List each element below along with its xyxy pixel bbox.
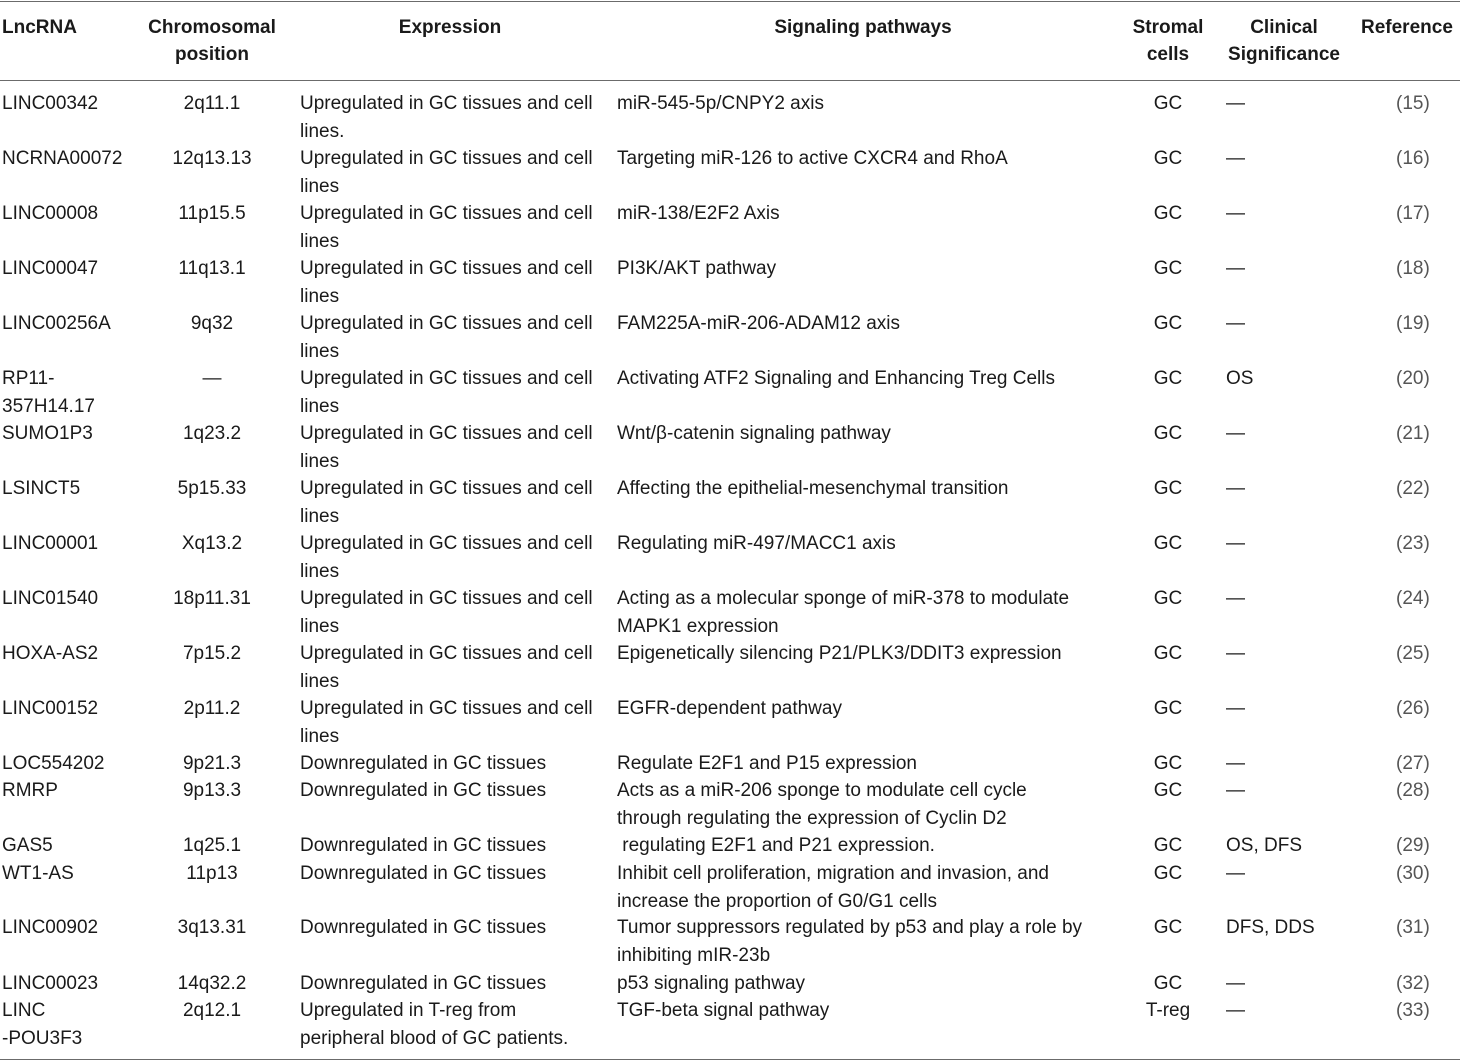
cell-line: Upregulated in GC tissues and cell <box>300 368 593 389</box>
cell-line: MAPK1 expression <box>617 615 779 637</box>
cell-lncrna <box>2 200 130 228</box>
header-reference: Reference <box>1361 17 1453 38</box>
cell-line: RP11- <box>2 368 55 389</box>
cell-line: Inhibit cell proliferation, migration and invasion, and <box>617 863 1049 884</box>
cell-reference: (20) <box>1396 368 1430 389</box>
cell-signaling-pathway <box>617 420 1117 448</box>
cell-line: increase the proportion of G0/G1 cells <box>617 890 938 912</box>
cell-expression <box>300 200 612 255</box>
cell-clinical-significance: — <box>1226 863 1245 884</box>
cell-lncrna <box>2 832 130 860</box>
cell-expression <box>300 530 612 585</box>
cell-stromal-cells: GC <box>1153 753 1183 774</box>
cell-line: LINC00008 <box>2 203 99 224</box>
cell-signaling-pathway <box>617 90 1117 118</box>
cell-reference: (23) <box>1396 533 1430 554</box>
cell-reference: (29) <box>1396 835 1430 856</box>
cell-signaling-pathway <box>617 365 1117 393</box>
cell-expression <box>300 310 612 365</box>
cell-line: Acting as a molecular sponge of miR-378 to modulate <box>617 588 1070 609</box>
cell-line: LINC00047 <box>2 258 99 279</box>
cell-chromosomal-position: Xq13.2 <box>181 533 243 554</box>
cell-signaling-pathway <box>617 585 1117 640</box>
cell-line: Upregulated in GC tissues and cell <box>300 148 593 169</box>
cell-stromal-cells: GC <box>1153 258 1183 279</box>
cell-chromosomal-position: 2q12.1 <box>182 1000 242 1021</box>
cell-clinical-significance: — <box>1226 643 1245 664</box>
cell-chromosomal-position: 11q13.1 <box>178 258 246 279</box>
table-header-rule <box>0 80 1460 81</box>
cell-line: Affecting the epithelial-mesenchymal transition <box>617 478 1009 499</box>
cell-stromal-cells: GC <box>1153 698 1183 719</box>
cell-signaling-pathway <box>617 640 1117 668</box>
cell-signaling-pathway <box>617 200 1117 228</box>
cell-expression <box>300 997 612 1052</box>
cell-line: Upregulated in GC tissues and cell <box>300 643 593 664</box>
cell-chromosomal-position: 7p15.2 <box>182 643 242 664</box>
cell-chromosomal-position: 2q11.1 <box>183 93 241 114</box>
cell-clinical-significance: — <box>1226 93 1245 114</box>
cell-clinical-significance: — <box>1226 148 1245 169</box>
cell-expression <box>300 420 612 475</box>
cell-signaling-pathway <box>617 860 1117 915</box>
cell-line: lines <box>300 450 340 472</box>
cell-expression <box>300 90 612 145</box>
cell-line: lines. <box>300 120 345 142</box>
cell-line: Regulate E2F1 and P15 expression <box>617 753 917 774</box>
cell-line: lines <box>300 505 340 527</box>
cell-line: EGFR-dependent pathway <box>617 698 842 719</box>
cell-reference: (15) <box>1396 93 1430 114</box>
cell-stromal-cells: GC <box>1153 313 1183 334</box>
header-stromal-cells: Stromal cells <box>1132 17 1204 65</box>
cell-line: LSINCT5 <box>2 478 81 499</box>
cell-stromal-cells: GC <box>1153 863 1183 884</box>
cell-reference: (16) <box>1396 148 1430 169</box>
cell-clinical-significance: — <box>1226 753 1245 774</box>
cell-lncrna <box>2 695 130 723</box>
cell-clinical-significance: — <box>1226 203 1245 224</box>
cell-line: FAM225A-miR-206-ADAM12 axis <box>617 313 900 334</box>
cell-signaling-pathway <box>617 475 1117 503</box>
cell-stromal-cells: GC <box>1153 423 1183 444</box>
cell-line: Upregulated in T-reg from <box>300 1000 517 1021</box>
cell-chromosomal-position: — <box>202 368 222 389</box>
cell-line: NCRNA00072 <box>2 148 123 169</box>
cell-signaling-pathway <box>617 530 1117 558</box>
cell-chromosomal-position: 11p15.5 <box>178 203 246 224</box>
cell-line: GAS5 <box>2 835 53 856</box>
cell-expression <box>300 145 612 200</box>
cell-chromosomal-position: 5p15.33 <box>177 478 247 499</box>
cell-line: RMRP <box>2 780 58 801</box>
cell-expression <box>300 914 612 942</box>
cell-line: lines <box>300 615 340 637</box>
cell-reference: (17) <box>1396 203 1430 224</box>
cell-line: HOXA-AS2 <box>2 643 99 664</box>
cell-line: LOC554202 <box>2 753 105 774</box>
cell-lncrna <box>2 530 130 558</box>
cell-line: Regulating miR-497/MACC1 axis <box>617 533 896 554</box>
cell-clinical-significance: — <box>1226 313 1245 334</box>
cell-stromal-cells: GC <box>1153 643 1183 664</box>
cell-lncrna <box>2 777 130 805</box>
cell-stromal-cells: GC <box>1153 93 1183 114</box>
cell-clinical-significance: — <box>1226 698 1245 719</box>
header-lncrna: LncRNA <box>2 17 77 38</box>
cell-signaling-pathway <box>617 695 1117 723</box>
cell-lncrna <box>2 750 130 778</box>
cell-expression <box>300 475 612 530</box>
cell-line: -POU3F3 <box>2 1027 83 1049</box>
cell-signaling-pathway <box>617 255 1117 283</box>
cell-clinical-significance: — <box>1226 478 1245 499</box>
cell-signaling-pathway <box>617 145 1117 173</box>
cell-chromosomal-position: 9p13.3 <box>182 780 242 801</box>
cell-lncrna <box>2 860 130 888</box>
cell-stromal-cells: GC <box>1153 148 1183 169</box>
cell-line: 357H14.17 <box>2 395 95 417</box>
cell-chromosomal-position: 18p11.31 <box>173 588 251 609</box>
cell-line: miR-545-5p/CNPY2 axis <box>617 93 824 114</box>
cell-line: lines <box>300 725 340 747</box>
cell-line: peripheral blood of GC patients. <box>300 1027 569 1049</box>
cell-stromal-cells: GC <box>1153 973 1183 994</box>
cell-line: lines <box>300 230 340 252</box>
cell-lncrna <box>2 585 130 613</box>
cell-line: LINC00001 <box>2 533 99 554</box>
cell-line: Upregulated in GC tissues and cell <box>300 93 593 114</box>
cell-line: lines <box>300 395 340 417</box>
cell-line: Downregulated in GC tissues <box>300 863 547 884</box>
cell-stromal-cells: GC <box>1153 917 1183 938</box>
cell-line: Acts as a miR-206 sponge to modulate cell cycle <box>617 780 1027 801</box>
cell-reference: (27) <box>1396 753 1430 774</box>
cell-lncrna <box>2 970 130 998</box>
cell-signaling-pathway <box>617 310 1117 338</box>
cell-reference: (25) <box>1396 643 1430 664</box>
cell-reference: (33) <box>1396 1000 1430 1021</box>
cell-lncrna <box>2 475 130 503</box>
cell-chromosomal-position: 11p13 <box>186 863 238 884</box>
cell-line: TGF-beta signal pathway <box>617 1000 830 1021</box>
cell-clinical-significance: — <box>1226 780 1245 801</box>
header-clinical-significance: Clinical Significance <box>1228 17 1340 65</box>
cell-lncrna <box>2 640 130 668</box>
cell-line: Downregulated in GC tissues <box>300 917 547 938</box>
cell-chromosomal-position: 12q13.13 <box>172 148 252 169</box>
cell-expression <box>300 585 612 640</box>
cell-line: Upregulated in GC tissues and cell <box>300 533 593 554</box>
cell-chromosomal-position: 3q13.31 <box>177 917 247 938</box>
cell-reference: (31) <box>1396 917 1430 938</box>
cell-line: WT1-AS <box>2 863 74 884</box>
cell-signaling-pathway <box>617 970 1117 998</box>
header-expression: Expression <box>398 17 502 38</box>
cell-reference: (32) <box>1396 973 1430 994</box>
cell-reference: (30) <box>1396 863 1430 884</box>
cell-signaling-pathway <box>617 914 1117 969</box>
cell-line: inhibiting mIR-23b <box>617 944 771 966</box>
cell-line: Downregulated in GC tissues <box>300 835 547 856</box>
cell-lncrna <box>2 997 130 1052</box>
cell-stromal-cells: GC <box>1153 203 1183 224</box>
cell-line: Upregulated in GC tissues and cell <box>300 478 593 499</box>
cell-signaling-pathway <box>617 997 1117 1025</box>
cell-line: LINC00902 <box>2 917 99 938</box>
cell-line: Upregulated in GC tissues and cell <box>300 588 593 609</box>
table-bottom-rule <box>0 1059 1460 1060</box>
cell-chromosomal-position: 1q23.2 <box>182 423 242 444</box>
cell-line: lines <box>300 175 340 197</box>
cell-reference: (26) <box>1396 698 1430 719</box>
cell-clinical-significance: — <box>1226 973 1245 994</box>
cell-lncrna <box>2 914 130 942</box>
table-top-rule <box>0 1 1460 2</box>
cell-expression <box>300 860 612 888</box>
cell-line: Upregulated in GC tissues and cell <box>300 698 593 719</box>
cell-line: through regulating the expression of Cyclin D2 <box>617 807 1007 829</box>
cell-line: lines <box>300 285 340 307</box>
cell-line: LINC00023 <box>2 973 99 994</box>
cell-stromal-cells: T-reg <box>1145 1000 1191 1021</box>
cell-expression <box>300 365 612 420</box>
header-signaling-pathways: Signaling pathways <box>774 17 952 38</box>
cell-stromal-cells: GC <box>1153 780 1183 801</box>
cell-line: Tumor suppressors regulated by p53 and play a role by <box>617 917 1083 938</box>
cell-stromal-cells: GC <box>1153 533 1183 554</box>
cell-chromosomal-position: 14q32.2 <box>177 973 247 994</box>
header-chromosomal-position: Chromosomal position <box>148 17 276 65</box>
cell-line: lines <box>300 340 340 362</box>
cell-chromosomal-position: 1q25.1 <box>182 835 242 856</box>
cell-expression <box>300 695 612 750</box>
cell-lncrna <box>2 310 130 338</box>
cell-clinical-significance: OS <box>1226 368 1254 389</box>
cell-reference: (28) <box>1396 780 1430 801</box>
cell-clinical-significance: — <box>1226 533 1245 554</box>
cell-line: Activating ATF2 Signaling and Enhancing Treg Cells <box>617 368 1055 389</box>
cell-line: Upregulated in GC tissues and cell <box>300 423 593 444</box>
cell-line: LINC00152 <box>2 698 99 719</box>
cell-reference: (24) <box>1396 588 1430 609</box>
cell-line: Upregulated in GC tissues and cell <box>300 258 593 279</box>
cell-expression <box>300 970 612 998</box>
cell-expression <box>300 777 612 805</box>
cell-line: Epigenetically silencing P21/PLK3/DDIT3 expression <box>617 643 1062 664</box>
cell-line: Targeting miR-126 to active CXCR4 and RhoA <box>617 148 1008 169</box>
cell-line: Downregulated in GC tissues <box>300 753 547 774</box>
cell-line: SUMO1P3 <box>2 423 93 444</box>
cell-line: LINC00342 <box>2 93 99 114</box>
cell-reference: (19) <box>1396 313 1430 334</box>
cell-line: LINC00256A <box>2 313 111 334</box>
cell-stromal-cells: GC <box>1153 478 1183 499</box>
cell-line: lines <box>300 560 340 582</box>
cell-expression <box>300 255 612 310</box>
cell-clinical-significance: — <box>1226 423 1245 444</box>
cell-lncrna <box>2 90 130 118</box>
cell-signaling-pathway <box>617 832 1117 860</box>
cell-reference: (18) <box>1396 258 1430 279</box>
cell-line: LINC01540 <box>2 588 99 609</box>
cell-chromosomal-position: 9p21.3 <box>182 753 242 774</box>
cell-lncrna <box>2 145 130 173</box>
cell-clinical-significance: — <box>1226 258 1245 279</box>
cell-stromal-cells: GC <box>1153 588 1183 609</box>
cell-line: PI3K/AKT pathway <box>617 258 777 279</box>
cell-line: regulating E2F1 and P21 expression. <box>617 835 935 856</box>
cell-stromal-cells: GC <box>1153 835 1183 856</box>
cell-chromosomal-position: 9q32 <box>190 313 234 334</box>
cell-lncrna <box>2 255 130 283</box>
cell-signaling-pathway <box>617 750 1117 778</box>
cell-line: LINC <box>2 1000 46 1021</box>
cell-stromal-cells: GC <box>1153 368 1183 389</box>
cell-reference: (22) <box>1396 478 1430 499</box>
cell-line: Upregulated in GC tissues and cell <box>300 203 593 224</box>
cell-lncrna <box>2 365 130 420</box>
cell-chromosomal-position: 2p11.2 <box>183 698 241 719</box>
cell-lncrna <box>2 420 130 448</box>
cell-line: Wnt/β-catenin signaling pathway <box>617 423 891 444</box>
cell-line: Upregulated in GC tissues and cell <box>300 313 593 334</box>
cell-line: Downregulated in GC tissues <box>300 973 547 994</box>
cell-reference: (21) <box>1396 423 1430 444</box>
cell-line: lines <box>300 670 340 692</box>
cell-clinical-significance: OS, DFS <box>1226 835 1303 856</box>
cell-expression <box>300 640 612 695</box>
cell-signaling-pathway <box>617 777 1117 832</box>
cell-clinical-significance: — <box>1226 588 1245 609</box>
cell-clinical-significance: — <box>1226 1000 1245 1021</box>
cell-line: Downregulated in GC tissues <box>300 780 547 801</box>
cell-clinical-significance: DFS, DDS <box>1226 917 1315 938</box>
cell-expression <box>300 750 612 778</box>
cell-line: p53 signaling pathway <box>617 973 806 994</box>
cell-expression <box>300 832 612 860</box>
cell-line: miR-138/E2F2 Axis <box>617 203 780 224</box>
